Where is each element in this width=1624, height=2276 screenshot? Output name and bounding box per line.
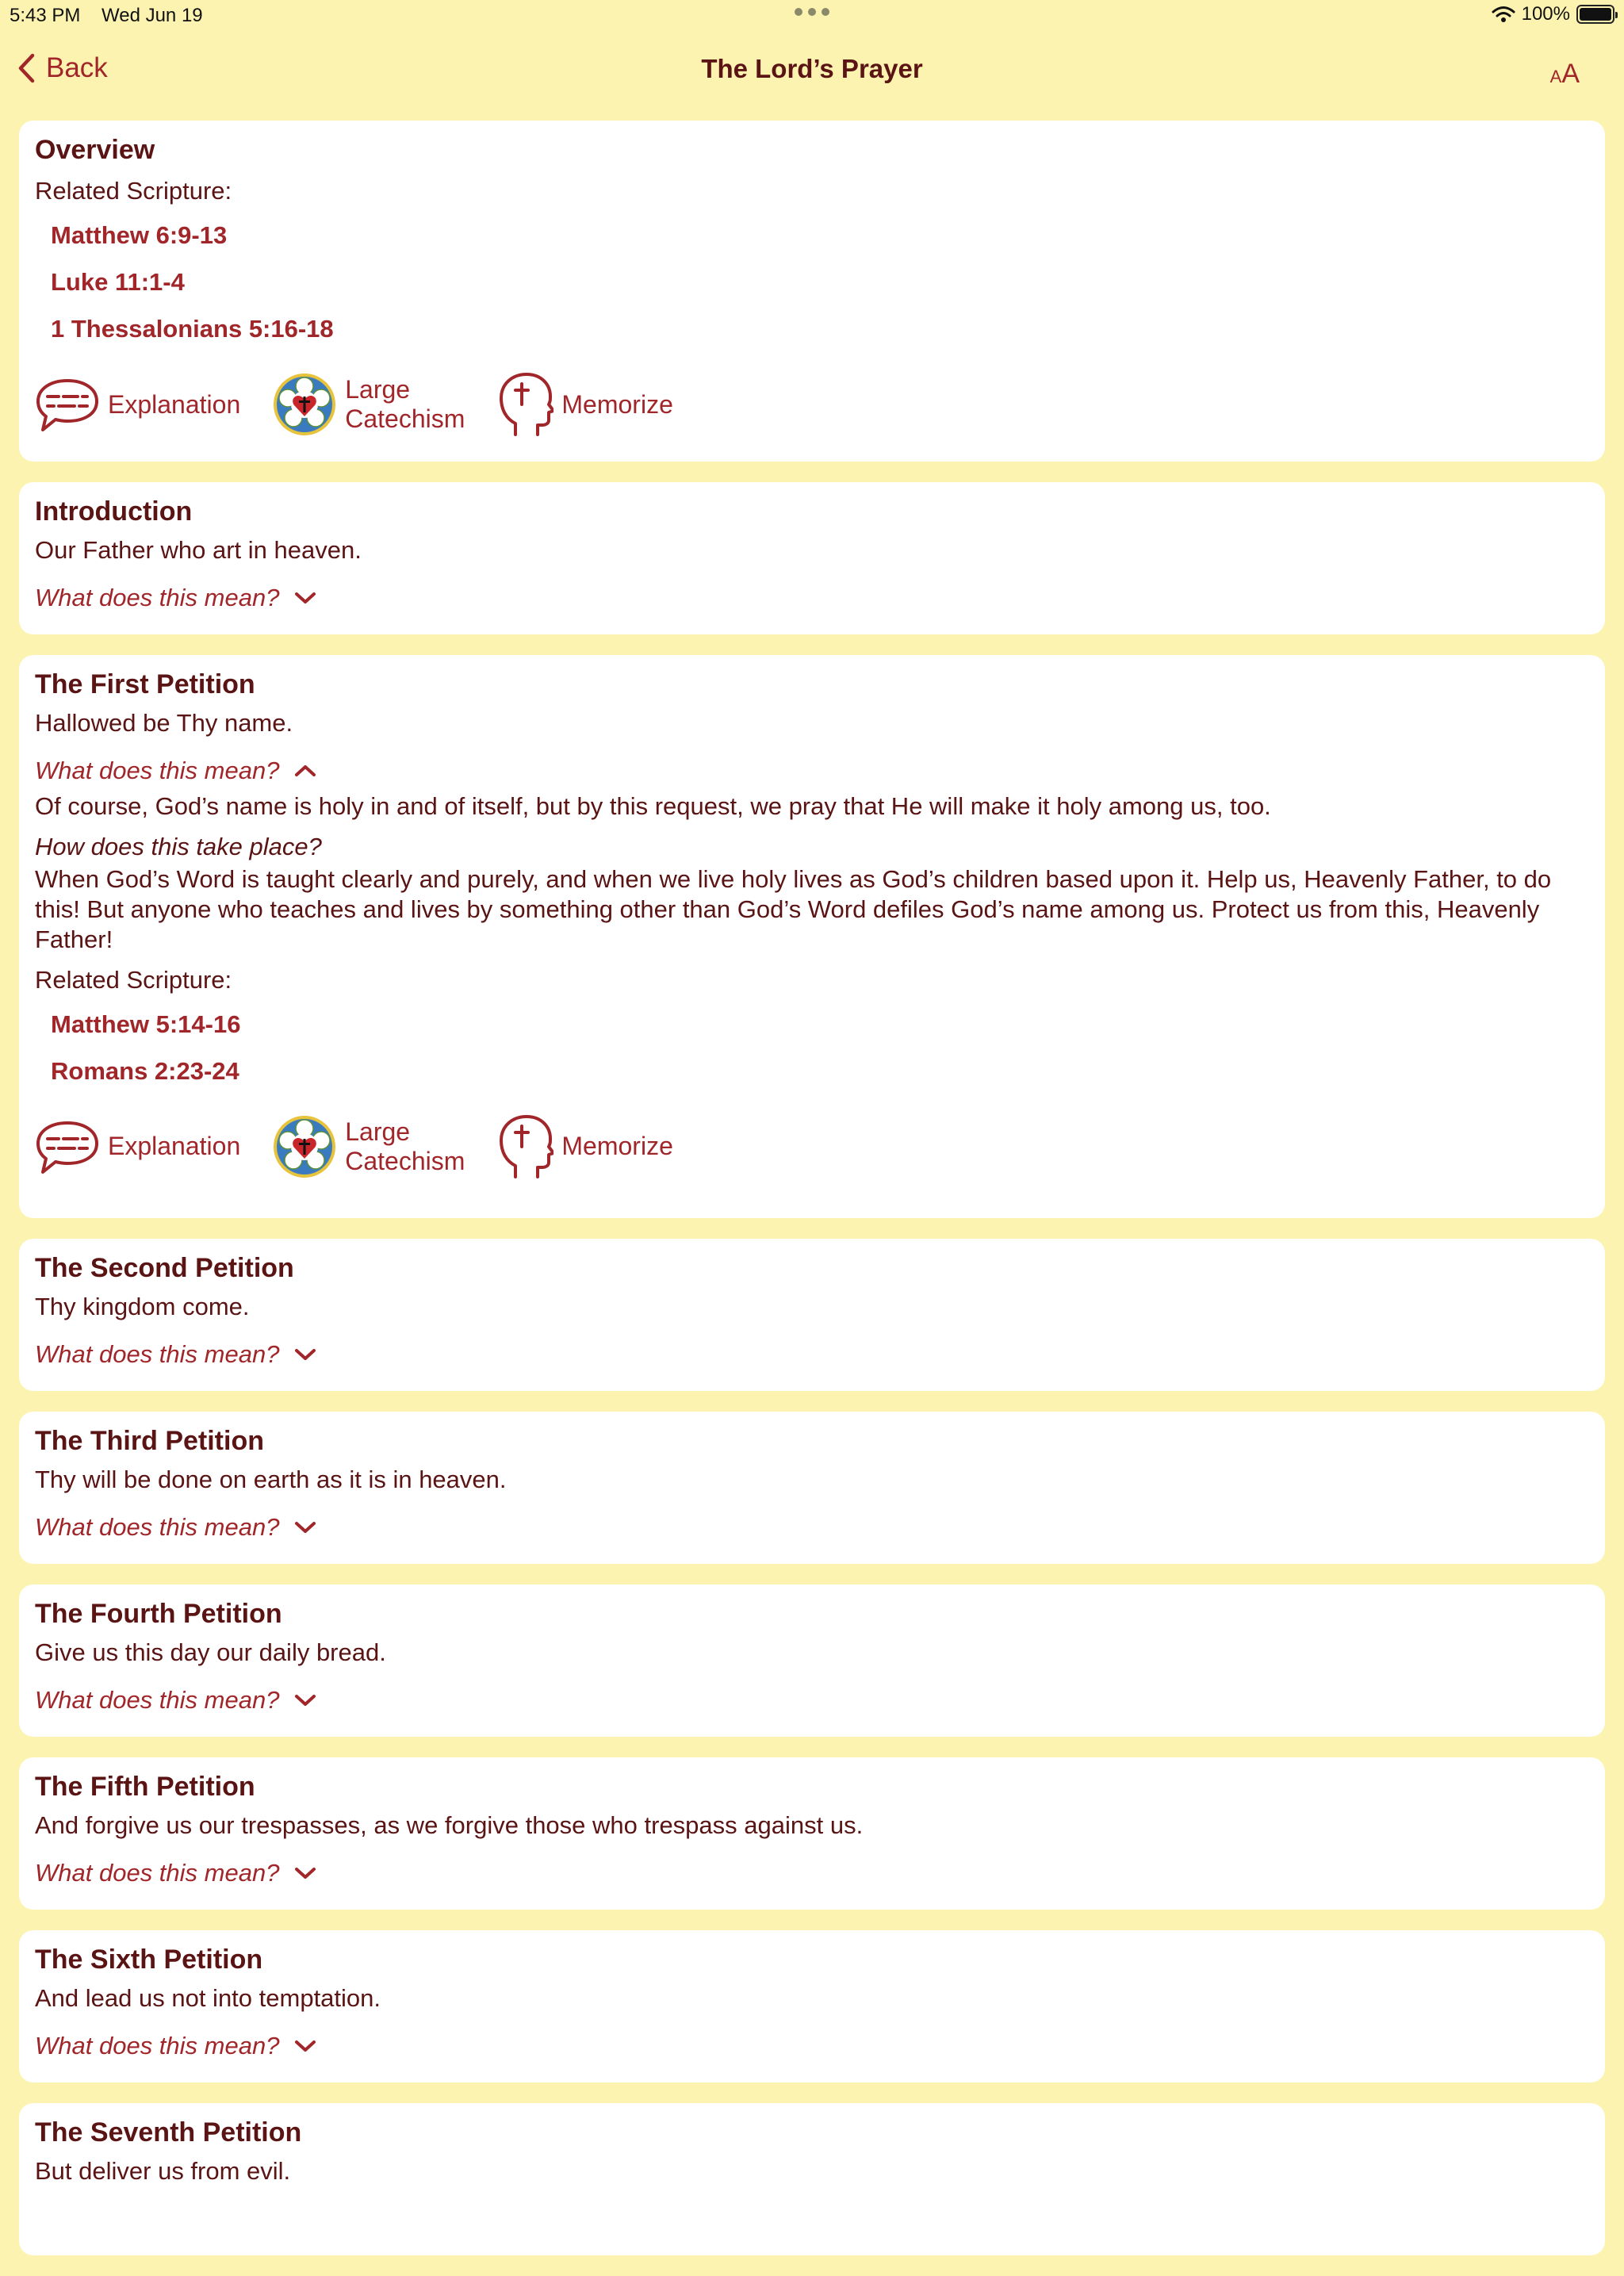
meaning-label: What does this mean? xyxy=(35,1339,280,1368)
page-title: The Lord’s Prayer xyxy=(701,54,923,83)
action-row xyxy=(35,1113,1589,1180)
large-catechism-label xyxy=(345,375,465,434)
section-text: But deliver us from evil. xyxy=(35,2157,291,2185)
font-size-small-letter: A xyxy=(1549,67,1562,86)
scripture-link[interactable]: Matthew 6:9-13 xyxy=(51,221,228,249)
section-title: The Fifth Petition xyxy=(35,1772,255,1802)
action-row xyxy=(35,371,1589,438)
section-text: Give us this day our daily bread. xyxy=(35,1638,386,1666)
head-cross-icon xyxy=(496,371,553,438)
meaning-toggle[interactable] xyxy=(35,1513,1589,1542)
section-title: The Fourth Petition xyxy=(35,1599,282,1629)
explanation-label: Explanation xyxy=(108,1132,241,1161)
meaning-label: What does this mean? xyxy=(35,1858,280,1887)
battery-icon xyxy=(1576,5,1614,24)
chevron-down-icon xyxy=(293,1347,317,1362)
first-petition-card xyxy=(19,655,1605,1218)
overview-card xyxy=(19,121,1605,462)
large-catechism-button[interactable] xyxy=(272,1114,465,1179)
meaning-label: What does this mean? xyxy=(35,1512,280,1541)
multitasking-dots-icon[interactable] xyxy=(795,8,829,17)
related-scripture-label: Related Scripture: xyxy=(35,177,232,205)
section-title: Introduction xyxy=(35,496,193,527)
section-title: The First Petition xyxy=(35,669,255,699)
status-date: Wed Jun 19 xyxy=(102,5,203,26)
memorize-label: Memorize xyxy=(561,389,673,419)
meaning-toggle[interactable] xyxy=(35,2032,1589,2060)
meaning-label: What does this mean? xyxy=(35,2031,280,2060)
large-catechism-label xyxy=(345,1117,465,1176)
section-title: The Sixth Petition xyxy=(35,1945,263,1975)
font-size-button[interactable] xyxy=(1550,59,1580,90)
overview-title: Overview xyxy=(35,135,155,165)
scripture-link[interactable]: Romans 2:23-24 xyxy=(51,1056,239,1085)
navigation-bar xyxy=(0,38,1624,105)
section-text: Thy will be done on earth as it is in heaven. xyxy=(35,1466,507,1493)
large-catechism-button[interactable] xyxy=(272,372,465,437)
status-right xyxy=(1492,3,1614,25)
scripture-link[interactable]: Matthew 5:14-16 xyxy=(51,1010,241,1038)
memorize-label: Memorize xyxy=(561,1132,673,1161)
fifth-petition-card xyxy=(19,1757,1605,1910)
memorize-button[interactable] xyxy=(496,1113,672,1180)
fourth-petition-card xyxy=(19,1584,1605,1737)
large-catechism-line2: Catechism xyxy=(345,1146,465,1175)
meaning-toggle[interactable] xyxy=(35,757,1589,785)
font-size-big-letter: A xyxy=(1561,59,1580,89)
head-cross-icon xyxy=(496,1113,553,1180)
explanation-label: Explanation xyxy=(108,389,241,419)
content-list xyxy=(19,121,1605,2276)
speech-bubble-icon xyxy=(35,376,100,433)
section-text: And forgive us our trespasses, as we forgive those who trespass against us. xyxy=(35,1811,864,1839)
meaning-toggle[interactable] xyxy=(35,1859,1589,1887)
answer-text: When God’s Word is taught clearly and purely, and when we live holy lives as God’s children based upon it. Help us, Heavenly Father, to do this! But anyone who teaches and lives by something other than God’s Word defiles God’s name among us. Protect us from this, Heavenly Father! xyxy=(35,864,1552,953)
chevron-up-icon xyxy=(293,763,317,779)
section-title: The Third Petition xyxy=(35,1426,264,1456)
introduction-card xyxy=(19,482,1605,634)
wifi-icon xyxy=(1492,6,1515,23)
meaning-label: What does this mean? xyxy=(35,756,280,784)
memorize-button[interactable] xyxy=(496,371,672,438)
chevron-down-icon xyxy=(293,1865,317,1881)
large-catechism-line1: Large xyxy=(345,1117,411,1146)
section-title: The Second Petition xyxy=(35,1253,294,1283)
section-text: Our Father who art in heaven. xyxy=(35,536,362,564)
speech-bubble-icon xyxy=(35,1118,100,1175)
status-time: 5:43 PM xyxy=(10,5,81,26)
sixth-petition-card xyxy=(19,1930,1605,2083)
explanation-button[interactable] xyxy=(35,1118,240,1175)
chevron-down-icon xyxy=(293,1692,317,1708)
status-bar xyxy=(0,0,1624,33)
meaning-text: Of course, God’s name is holy in and of itself, but by this request, we pray that He will make it holy among us, too. xyxy=(35,791,1271,820)
chevron-down-icon xyxy=(293,590,317,606)
section-text: Thy kingdom come. xyxy=(35,1293,250,1320)
section-text: Hallowed be Thy name. xyxy=(35,709,293,737)
meaning-label: What does this mean? xyxy=(35,1685,280,1714)
scripture-link[interactable]: Luke 11:1-4 xyxy=(51,268,185,296)
related-scripture-label: Related Scripture: xyxy=(35,965,232,994)
large-catechism-line2: Catechism xyxy=(345,404,465,433)
meaning-label: What does this mean? xyxy=(35,583,280,611)
luther-rose-icon xyxy=(272,1114,337,1179)
meaning-toggle[interactable] xyxy=(35,584,1589,612)
luther-rose-icon xyxy=(272,372,337,437)
meaning-toggle[interactable] xyxy=(35,1686,1589,1715)
chevron-down-icon xyxy=(293,1519,317,1535)
section-title: The Seventh Petition xyxy=(35,2117,302,2148)
battery-percent: 100% xyxy=(1521,3,1570,25)
third-petition-card xyxy=(19,1412,1605,1564)
large-catechism-line1: Large xyxy=(345,375,411,404)
scripture-link[interactable]: 1 Thessalonians 5:16-18 xyxy=(51,315,334,343)
second-petition-card xyxy=(19,1239,1605,1391)
explanation-button[interactable] xyxy=(35,376,240,433)
back-label: Back xyxy=(46,52,108,83)
meaning-toggle[interactable] xyxy=(35,1340,1589,1369)
section-text: And lead us not into temptation. xyxy=(35,1984,381,2012)
seventh-petition-card xyxy=(19,2103,1605,2255)
question-text: How does this take place? xyxy=(35,832,322,860)
chevron-down-icon xyxy=(293,2038,317,2054)
